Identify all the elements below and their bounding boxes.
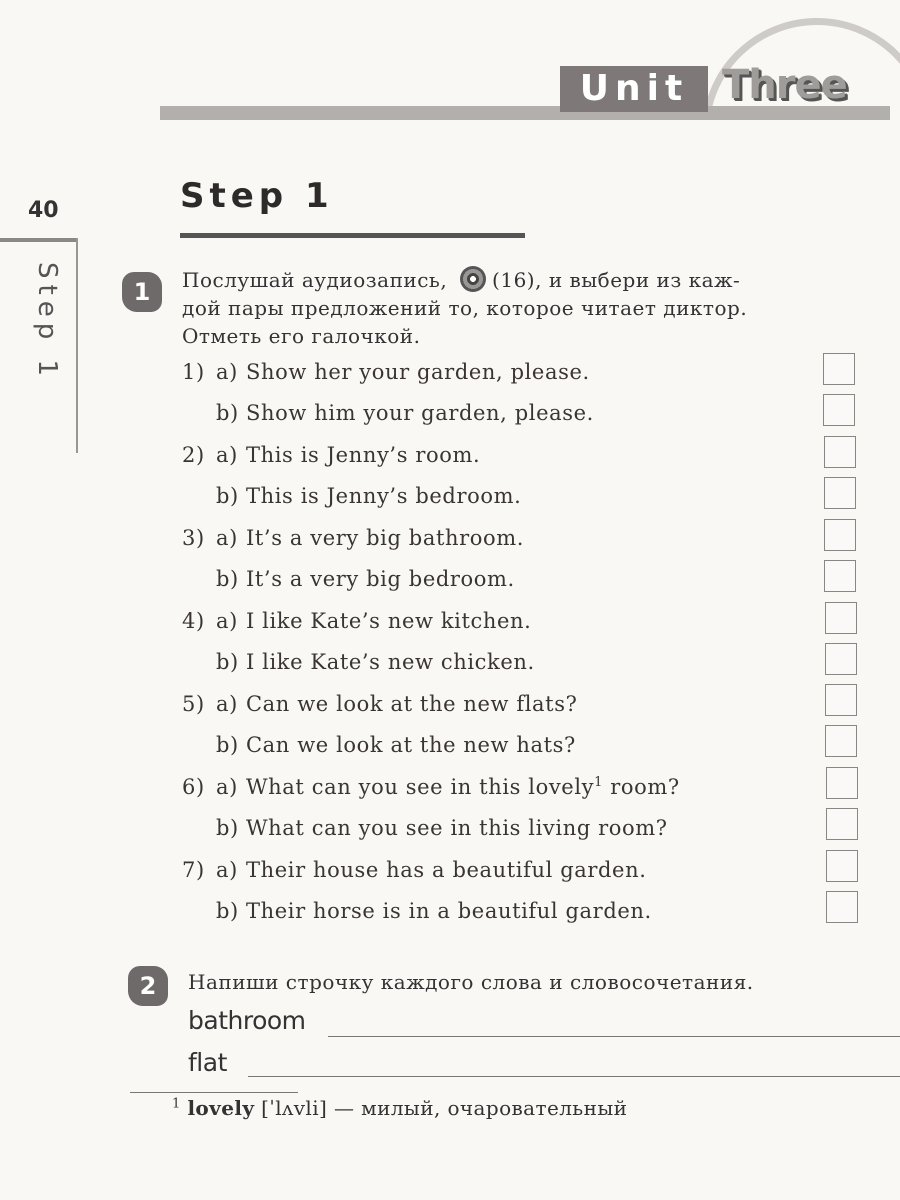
step-title: Step 1 [180, 176, 334, 216]
header-bar [160, 106, 890, 120]
item-1a [182, 360, 590, 384]
option-letter: a) [216, 443, 238, 467]
checkbox-3b[interactable] [824, 560, 856, 592]
word-flat: flat [188, 1048, 227, 1077]
checkbox-6a[interactable] [826, 767, 858, 799]
word-bathroom: bathroom [188, 1006, 306, 1035]
instruction-text: Послушай аудиозапись, [182, 268, 448, 292]
side-divider [76, 238, 78, 453]
unit-label: Unit [579, 68, 689, 109]
option-text: Can we look at the new flats? [246, 692, 578, 716]
item-number: 5) [182, 692, 205, 716]
item-number: 4) [182, 609, 205, 633]
checkbox-7a[interactable] [826, 850, 858, 882]
write-line-flat[interactable] [248, 1076, 900, 1077]
footnote-marker: 1 [594, 775, 603, 790]
footnote-marker: 1 [172, 1096, 181, 1112]
option-letter: b) [216, 816, 239, 840]
checkbox-4b[interactable] [825, 643, 857, 675]
option-text: This is Jenny’s bedroom. [246, 484, 522, 508]
option-text: This is Jenny’s room. [246, 443, 481, 467]
page-number: 40 [28, 198, 59, 223]
footnote-rule [130, 1092, 298, 1093]
option-text: What can you see in this living room? [246, 816, 668, 840]
checkbox-3a[interactable] [824, 519, 856, 551]
side-step-label: Step 1 [32, 262, 62, 383]
option-text-tail: room? [603, 775, 680, 799]
unit-name: Three [722, 62, 847, 108]
option-text: Show him your garden, please. [246, 401, 594, 425]
instruction-line-3: Отметь его галочкой. [182, 324, 421, 348]
checkbox-1b[interactable] [823, 394, 855, 426]
option-text: Can we look at the new hats? [246, 733, 576, 757]
option-letter: a) [216, 692, 238, 716]
track-text: (16), и выбери из каж- [492, 268, 741, 292]
option-letter: b) [216, 567, 239, 591]
item-2a [182, 443, 480, 467]
option-text: I like Kate’s new chicken. [246, 650, 535, 674]
exercise-2-badge: 2 [128, 966, 168, 1006]
item-3b [182, 567, 515, 591]
item-4a [182, 609, 531, 633]
checkbox-4a[interactable] [825, 602, 857, 634]
item-2b [182, 484, 521, 508]
option-letter: a) [216, 526, 238, 550]
option-letter: b) [216, 401, 239, 425]
item-4b [182, 650, 535, 674]
option-text: What can you see in this lovely [246, 775, 595, 799]
checkbox-2b[interactable] [824, 477, 856, 509]
cd-icon [460, 266, 486, 292]
checkbox-7b[interactable] [826, 891, 858, 923]
step-underline [180, 233, 525, 238]
item-1b [182, 401, 594, 425]
item-6b [182, 816, 668, 840]
side-rule [0, 238, 78, 242]
checkbox-5a[interactable] [825, 684, 857, 716]
instruction-line-2: дой пары предложений то, которое читает диктор. [182, 296, 748, 320]
item-number: 3) [182, 526, 205, 550]
footnote-translation: — милый, очаровательный [333, 1096, 628, 1120]
footnote [172, 1096, 627, 1120]
option-text: It’s a very big bedroom. [246, 567, 515, 591]
exercise-1-badge: 1 [122, 272, 162, 312]
checkbox-6b[interactable] [826, 808, 858, 840]
option-letter: b) [216, 650, 239, 674]
item-5a [182, 692, 577, 716]
option-letter: a) [216, 360, 238, 384]
decorative-arc [702, 18, 900, 248]
item-6a [182, 775, 680, 799]
option-text: It’s a very big bathroom. [246, 526, 525, 550]
item-5b [182, 733, 576, 757]
option-letter: b) [216, 733, 239, 757]
item-number: 7) [182, 858, 205, 882]
option-letter: a) [216, 775, 238, 799]
option-text: Their house has a beautiful garden. [246, 858, 647, 882]
exercise-2-instruction: Напиши строчку каждого слова и словосочетания. [188, 970, 754, 994]
item-number: 2) [182, 443, 205, 467]
option-letter: b) [216, 484, 239, 508]
item-number: 1) [182, 360, 205, 384]
item-number: 6) [182, 775, 205, 799]
checkbox-1a[interactable] [823, 353, 855, 385]
option-text: Show her your garden, please. [246, 360, 590, 384]
option-text: Their horse is in a beautiful garden. [246, 899, 652, 923]
option-letter: a) [216, 609, 238, 633]
footnote-word: lovely [187, 1096, 255, 1120]
item-7a [182, 858, 647, 882]
option-text: I like Kate’s new kitchen. [246, 609, 532, 633]
checkbox-5b[interactable] [825, 725, 857, 757]
item-7b [182, 899, 652, 923]
option-letter: a) [216, 858, 238, 882]
item-3a [182, 526, 524, 550]
option-letter: b) [216, 899, 239, 923]
write-line-bathroom[interactable] [328, 1036, 900, 1037]
checkbox-2a[interactable] [824, 436, 856, 468]
footnote-transcription: [ˈlʌvli] [261, 1096, 328, 1120]
exercise-1-instruction [182, 266, 892, 350]
